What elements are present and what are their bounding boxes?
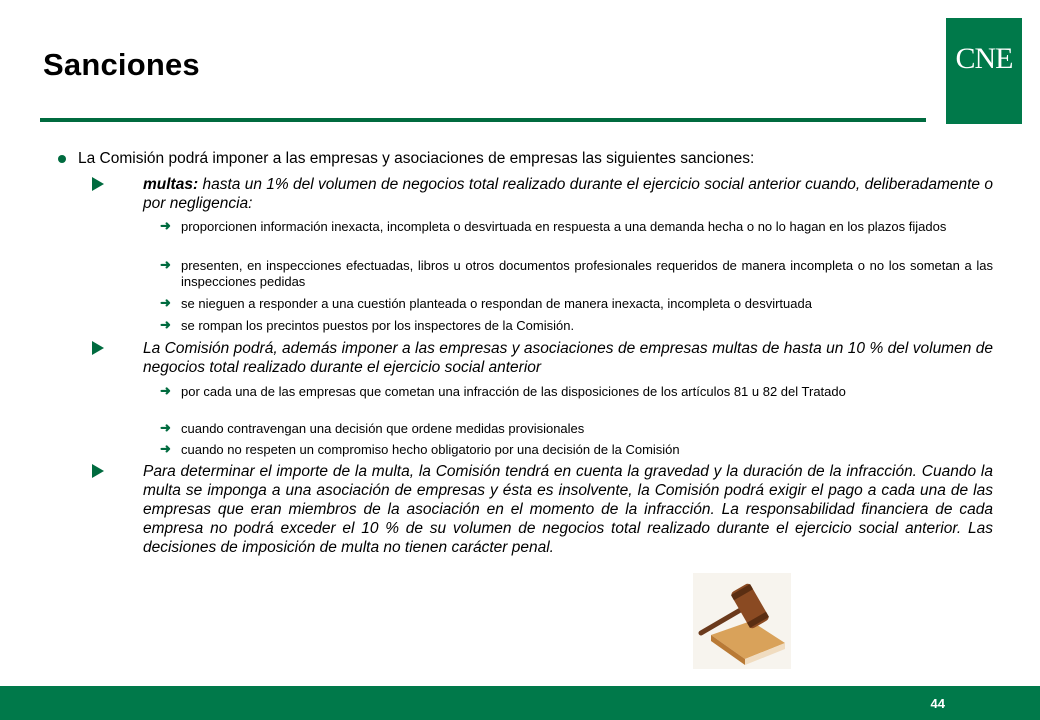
page-number: 44	[930, 696, 945, 711]
point-multas-lead: multas:	[143, 176, 199, 193]
triangle-arrow-icon	[92, 464, 104, 478]
slide-title: Sanciones	[43, 47, 200, 82]
sub-item: se nieguen a responder a una cuestión planteada o respondan de manera inexacta, incompleta o desvirtuada	[181, 296, 812, 311]
sub-item: proporcionen información inexacta, incompleta o desvirtuada en respuesta a una demanda hecha o no lo hagan en los plazos fijados	[181, 219, 947, 234]
point-multas-text: hasta un 1% del volumen de negocios total realizado durante el ejercicio social anterior cuando, deliberadamente o por negligencia:	[143, 176, 993, 212]
sub-item: cuando contravengan una decisión que ordene medidas provisionales	[181, 421, 585, 436]
small-arrow-icon: ➜	[160, 441, 171, 456]
cne-logo	[946, 18, 1022, 124]
sub-item: cuando no respeten un compromiso hecho obligatorio por una decisión de la Comisión	[181, 442, 680, 457]
title-underline	[40, 118, 926, 122]
triangle-arrow-icon	[92, 177, 104, 191]
small-arrow-icon: ➜	[160, 295, 171, 310]
footer-bar	[0, 686, 1040, 720]
sub-item: presenten, en inspecciones efectuadas, libros u otros documentos profesionales requeridos de manera incompleta o no los sometan a las inspecciones pedidas	[181, 258, 993, 289]
small-arrow-icon: ➜	[160, 420, 171, 435]
logo-text: CNE	[955, 42, 1013, 75]
small-arrow-icon: ➜	[160, 218, 171, 233]
intro-text: La Comisión podrá imponer a las empresas y asociaciones de empresas las siguientes sanciones:	[78, 150, 755, 167]
point-importe: Para determinar el importe de la multa, la Comisión tendrá en cuenta la gravedad y la duración de la infracción. Cuando la multa se imponga a una asociación de empresas y ésta es insolvente, la Comisión podrá exigir el pago a cada una de las empresas que eran miembros de la asociación en el momento de la infracción. La responsabilidad financiera de cada empresa no podrá exceder el 10 % de su volumen de negocios total realizado durante el ejercicio social anterior. Las decisiones de imposición de multa no tienen carácter penal.	[143, 463, 993, 556]
small-arrow-icon: ➜	[160, 317, 171, 332]
circle-bullet-icon	[58, 155, 66, 163]
small-arrow-icon: ➜	[160, 383, 171, 398]
triangle-arrow-icon	[92, 341, 104, 355]
small-arrow-icon: ➜	[160, 257, 171, 272]
point-multas	[143, 175, 993, 213]
sub-item: por cada una de las empresas que cometan una infracción de las disposiciones de los artículos 81 u 82 del Tratado	[181, 384, 846, 399]
sub-item: se rompan los precintos puestos por los inspectores de la Comisión.	[181, 318, 575, 333]
point-ten-percent: La Comisión podrá, además imponer a las empresas y asociaciones de empresas multas de hasta un 10 % del volumen de negocios total realizado durante el ejercicio social anterior	[143, 340, 993, 376]
gavel-on-book-icon	[693, 573, 791, 669]
